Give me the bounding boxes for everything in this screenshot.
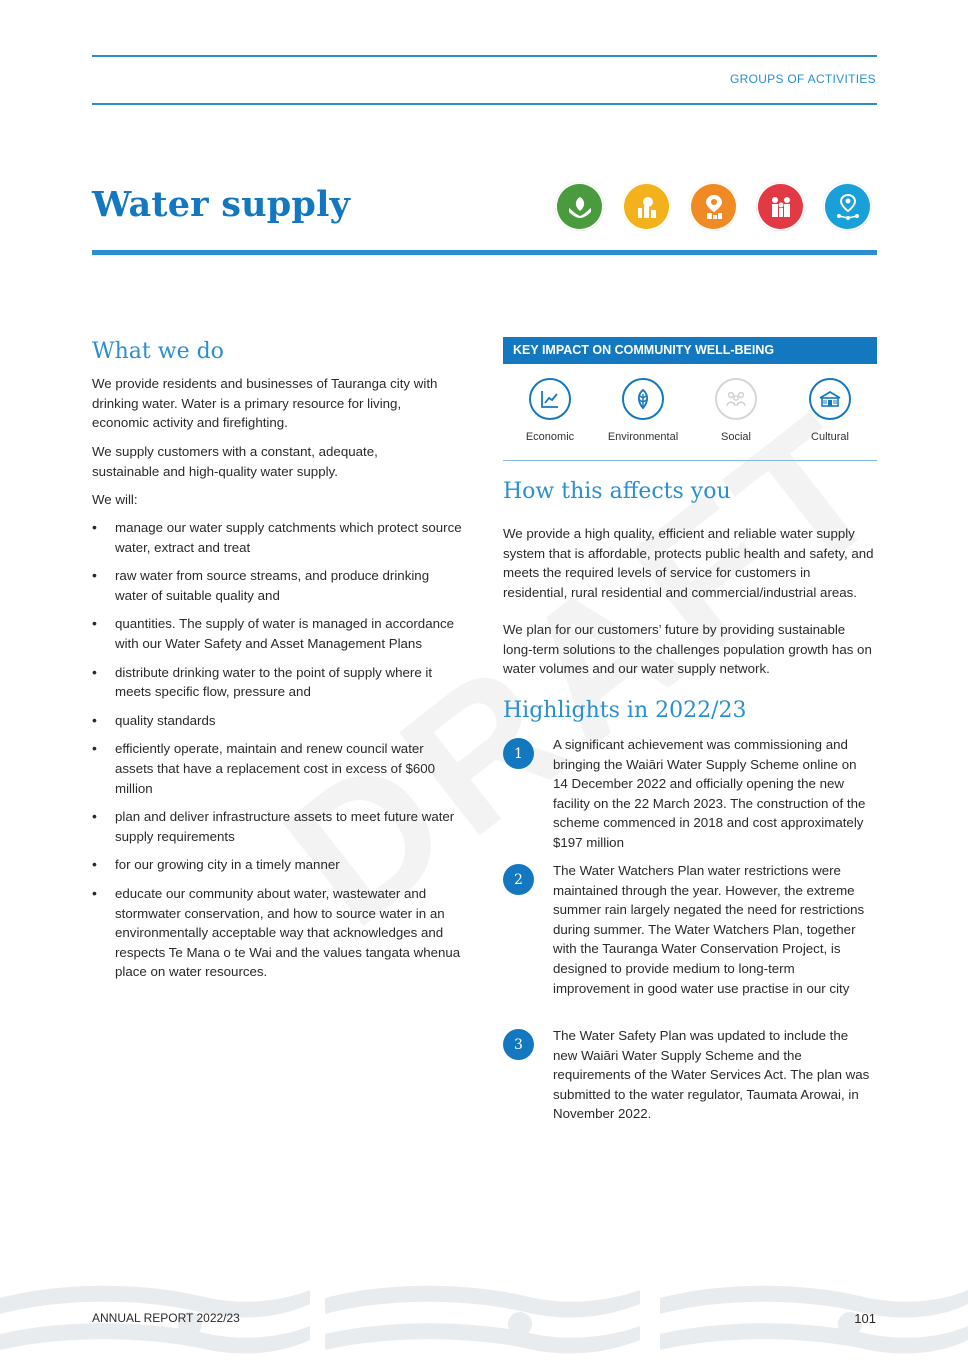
family-icon <box>756 182 805 231</box>
location-network-icon <box>823 182 872 231</box>
highlight-text: The Water Safety Plan was updated to include the new Waiāri Water Supply Scheme and the requirements of the Water Services Act. The plan was submitted to the water regulator, Taumata Arowai, in November 2022. <box>553 1028 870 1122</box>
location-buildings-icon <box>689 182 738 231</box>
what-we-do-paragraph-3: We will: <box>92 492 138 507</box>
what-we-do-paragraph-2: We supply customers with a constant, adequate, sustainable and high-quality water supply. <box>92 444 378 479</box>
activity-badges <box>555 182 872 231</box>
chart-line-icon <box>529 378 571 420</box>
list-item: • educate our community about water, wastewater and stormwater conservation, and how to source water in an environmentally acceptable way that acknowledges and respects Te Mana o te Wai and the values tangata whenua place on water resources. <box>92 884 462 982</box>
how-affects-paragraph-1: We provide a high quality, efficient and reliable water supply system that is affordable, protects public health and safety, and meets the required levels of service for customers in residential, rural residential and commercial/industrial areas. <box>503 526 874 600</box>
hands-leaf-icon <box>555 182 604 231</box>
list-item: • manage our water supply catchments which protect source water, extract and treat <box>92 518 462 557</box>
key-impact-divider <box>503 460 877 461</box>
people-icon <box>715 378 757 420</box>
wellbeing-economic <box>505 378 595 443</box>
highlight-number: 2 <box>503 864 534 895</box>
what-we-do-heading: What we do <box>92 339 224 364</box>
wellbeing-environmental <box>598 378 688 443</box>
highlight-text: The Water Watchers Plan water restrictions were maintained through the year. However, the extreme summer rain largely negated the need for restrictions during summer. The Water Watchers Plan, together with the Tauranga Water Conservation Project, is designed to provide medium to long-term improvement in good water use practise in our city <box>553 863 865 996</box>
footer-report-title: ANNUAL REPORT 2022/23 <box>92 1311 240 1325</box>
list-item: • for our growing city in a timely manner <box>92 855 462 875</box>
how-affects-paragraph-2: We plan for our customers’ future by providing sustainable long-term solutions to the challenges population growth has on water volumes and our water supply network. <box>503 622 872 677</box>
how-affects-heading: How this affects you <box>503 479 731 504</box>
highlight-item-3 <box>503 1027 877 1127</box>
wellbeing-social <box>691 378 781 443</box>
section-label: GROUPS OF ACTIVITIES <box>729 72 876 86</box>
title-rule <box>92 250 877 255</box>
wellbeing-label: Economic <box>525 431 575 443</box>
list-item: • plan and deliver infrastructure assets to meet future water supply requirements <box>92 807 462 846</box>
highlight-text: A significant achievement was commissioning and bringing the Waiāri Water Supply Scheme online on 14 December 2022 and officially opening the new facility on the 22 March 2023. The construction of the scheme commenced in 2018 and cost approximately $197 million <box>553 737 866 850</box>
wellbeing-cultural <box>785 378 875 443</box>
header-top-rule <box>92 55 877 57</box>
meeting-house-icon <box>809 378 851 420</box>
page-number: 101 <box>854 1311 876 1326</box>
what-we-do-paragraph-1: We provide residents and businesses of Tauranga city with drinking water. Water is a primary resource for living, economic activity and firefighting. <box>92 376 438 431</box>
list-item: • efficiently operate, maintain and renew council water assets that have a replacement cost in excess of $600 million <box>92 739 462 798</box>
list-item: • raw water from source streams, and produce drinking water of suitable quality and <box>92 566 462 605</box>
highlight-number: 3 <box>503 1029 534 1060</box>
list-item: • distribute drinking water to the point of supply where it meets specific flow, pressure and <box>92 663 462 702</box>
page-title: Water supply <box>92 184 351 225</box>
highlights-heading: Highlights in 2022/23 <box>503 698 747 723</box>
key-impact-title: KEY IMPACT ON COMMUNITY WELL-BEING <box>503 337 877 364</box>
sun-city-icon <box>622 182 671 231</box>
wellbeing-label: Social <box>721 431 751 443</box>
leaf-icon <box>622 378 664 420</box>
highlight-item-2 <box>503 862 877 1022</box>
list-item: • quality standards <box>92 711 462 731</box>
wellbeing-label: Environmental <box>607 431 679 443</box>
highlight-number: 1 <box>503 738 534 769</box>
highlight-item-1 <box>503 736 877 856</box>
wellbeing-label: Cultural <box>811 431 849 443</box>
activities-list <box>92 518 462 991</box>
header-bottom-rule <box>92 103 877 105</box>
list-item: • quantities. The supply of water is managed in accordance with our Water Safety and Asset Management Plans <box>92 614 462 653</box>
